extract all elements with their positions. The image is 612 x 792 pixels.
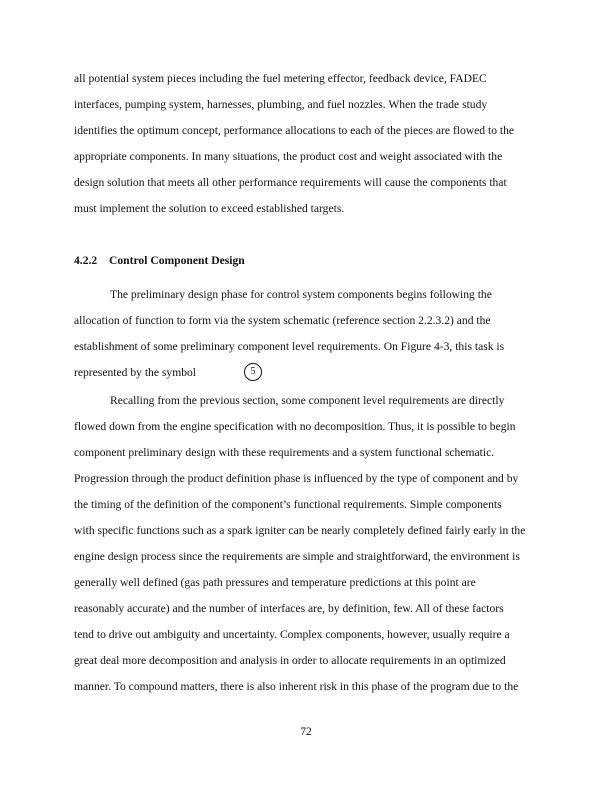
body-text-line: generally well defined (gas path pressures and temperature predictions at this point are xyxy=(74,576,476,589)
body-text-line: establishment of some preliminary component level requirements. On Figure 4-3, this task is xyxy=(74,340,505,353)
body-text-line: The preliminary design phase for control system components begins following the xyxy=(110,288,492,301)
body-text-line: reasonably accurate) and the number of interfaces are, by definition, few. All of these factors xyxy=(74,602,504,615)
body-text-line: Progression through the product definition phase is influenced by the type of component and by xyxy=(74,472,519,485)
body-text-line: component preliminary design with these requirements and a system functional schematic. xyxy=(74,446,495,459)
body-text-line: represented by the symbol xyxy=(74,366,197,379)
body-text-line: must implement the solution to exceed established targets. xyxy=(74,202,345,215)
body-text-line: with specific functions such as a spark igniter can be nearly completely defined fairly early in the xyxy=(74,524,526,537)
body-text-line: identifies the optimum concept, performance allocations to each of the pieces are flowed to the xyxy=(74,124,515,137)
section-heading xyxy=(74,254,245,268)
section-title: Control Component Design xyxy=(109,254,245,267)
body-text-line: the timing of the definition of the component’s functional requirements. Simple components xyxy=(74,498,502,511)
section-number: 4.2.2 xyxy=(74,254,98,267)
page-number: 72 xyxy=(300,725,312,738)
body-text-line: great deal more decomposition and analysis in order to allocate requirements in an optimized xyxy=(74,654,506,667)
body-text-line: Recalling from the previous section, some component level requirements are directly xyxy=(110,394,505,407)
body-text-line: all potential system pieces including the fuel metering effector, feedback device, FADEC xyxy=(74,72,487,85)
body-text-line: design solution that meets all other performance requirements will cause the components that xyxy=(74,176,507,189)
body-text-line: engine design process since the requirements are simple and straightforward, the environment is xyxy=(74,550,520,563)
body-text-line: interfaces, pumping system, harnesses, plumbing, and fuel nozzles. When the trade study xyxy=(74,98,488,111)
body-text-line: tend to drive out ambiguity and uncertainty. Complex components, however, usually require a xyxy=(74,628,510,641)
circled-step-symbol: 5 xyxy=(244,363,262,381)
body-text-line: appropriate components. In many situations, the product cost and weight associated with the xyxy=(74,150,503,163)
body-text-line: allocation of function to form via the system schematic (reference section 2.2.3.2) and the xyxy=(74,314,491,327)
body-text-line: flowed down from the engine specification with no decomposition. Thus, it is possible to begin xyxy=(74,420,516,433)
body-text-line: manner. To compound matters, there is also inherent risk in this phase of the program due to the xyxy=(74,680,519,693)
